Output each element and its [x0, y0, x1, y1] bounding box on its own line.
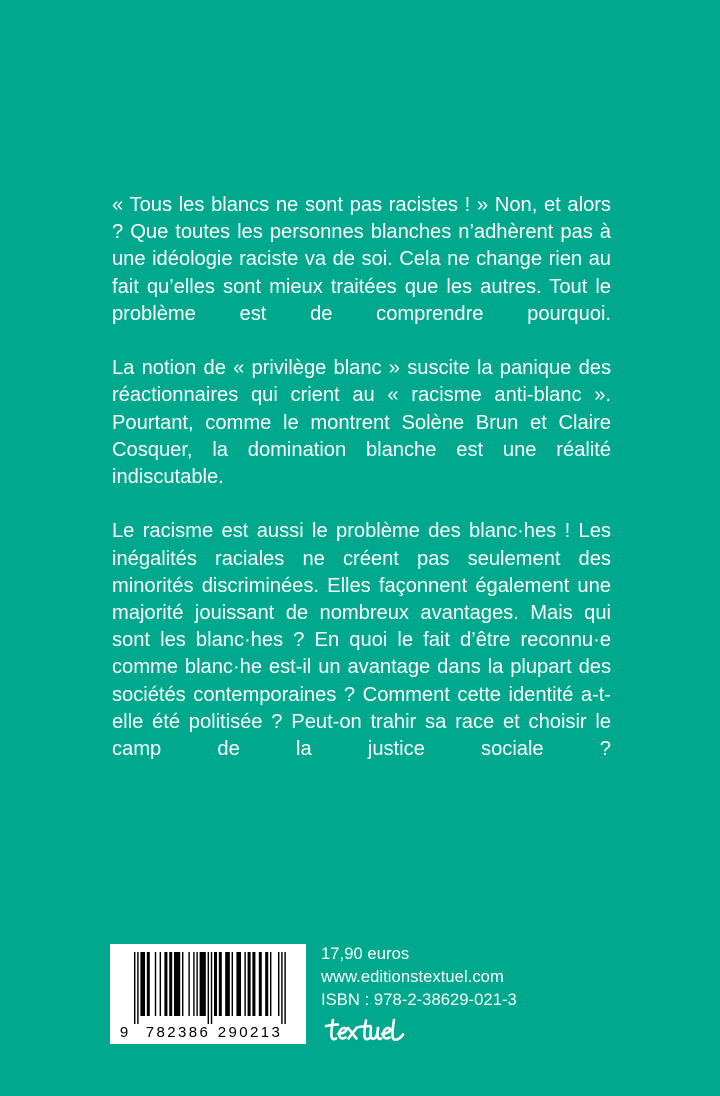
barcode-digits-right-group: 290213 — [217, 1024, 283, 1041]
textuel-logo-icon — [321, 1018, 417, 1044]
back-cover-blurb — [112, 192, 611, 790]
publisher-logo — [321, 1018, 517, 1044]
barcode-svg — [110, 944, 306, 1044]
blurb-paragraph-1: « Tous les blancs ne sont pas racistes ! » Non, et alors ? Que toutes les personnes blanches n’adhèrent pas à une idéologie raciste va de soi. Cela ne change rien au fait qu’elles sont mieux traitées que les autres. Tout le problème est de comprendre pourquoi. — [112, 194, 611, 325]
blurb-paragraph-3: Le racisme est aussi le problème des blanc·hes ! Les inégalités raciales ne créent pas seulement des minorités discriminées. Elles façonnent également une majorité jouissant de nombreux avantages. Mais qui sont les blanc·hes ? En quoi le fait d’être reconnu·e comme blanc·he est-il un avantage dans la plupart des sociétés contemporaines ? Comment cette identité a-t-elle été politisée ? Peut-on trahir sa race et choisir le camp de la justice sociale ? — [112, 520, 611, 761]
website-line[interactable]: www.editionstextuel.com — [321, 966, 504, 986]
ean13-barcode — [110, 944, 306, 1044]
imprint-block — [321, 943, 517, 1044]
barcode-digit-left-guard: 9 — [119, 1024, 129, 1041]
price-line: 17,90 euros — [321, 944, 410, 963]
barcode-digits-left-group: 782386 — [145, 1024, 211, 1041]
barcode-artwork — [110, 944, 306, 1044]
isbn-line: ISBN : 978-2-38629-021-3 — [321, 989, 517, 1009]
blurb-paragraph-2: La notion de « privilège blanc » suscite la panique des réactionnaires qui crient au « racisme anti-blanc ». Pourtant, comme le montrent Solène Brun et Claire Cosquer, la domination blanche est une réalité indiscutable. — [112, 357, 611, 489]
